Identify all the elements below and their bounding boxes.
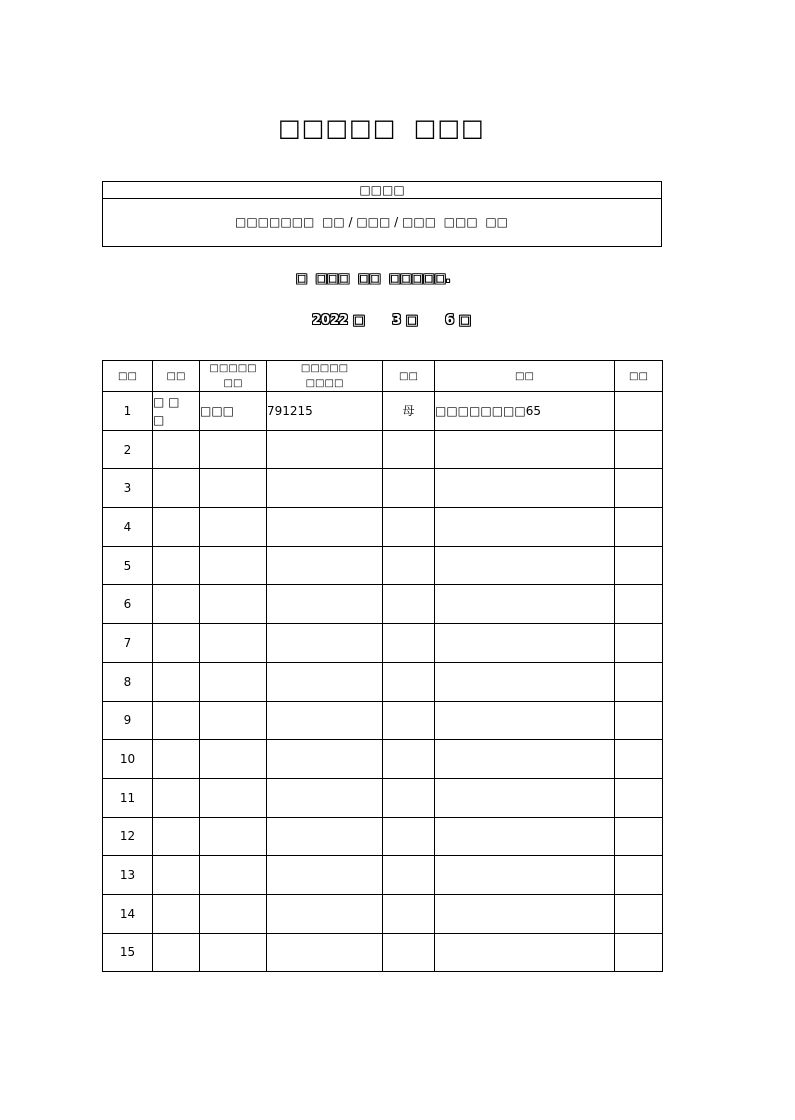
column-header [153,361,200,392]
table-row [103,894,663,933]
note-cell [615,585,663,624]
row-number: 11 [103,778,153,817]
note-cell [615,933,663,972]
note-cell [615,469,663,508]
address-cell [435,662,615,701]
birth-cell [267,430,383,469]
table-row [103,469,663,508]
name-cell [153,546,200,585]
column-header-line: □□□□□ [209,363,257,374]
flag-cell [383,701,435,740]
address-cell [435,546,615,585]
table-row [103,856,663,895]
note-cell [615,894,663,933]
info-box-header: □□□□ [103,182,661,199]
address-cell [435,469,615,508]
row-number: 13 [103,856,153,895]
birth-cell [267,740,383,779]
birth-cell [267,624,383,663]
table-row [103,933,663,972]
roster-table [102,360,663,972]
flag-cell [383,856,435,895]
address-cell [435,778,615,817]
flag-cell [383,894,435,933]
address-cell [435,856,615,895]
relation-cell [200,508,267,547]
name-line: □ □ [153,394,180,409]
name-cell [153,508,200,547]
note-cell [615,508,663,547]
name-cell [153,740,200,779]
relation-cell [200,701,267,740]
table-row [103,701,663,740]
column-header [267,361,383,392]
birth-cell [267,894,383,933]
relation-cell [200,430,267,469]
column-header-line: □□□□ [305,378,344,389]
name-cell [153,469,200,508]
address-cell [435,740,615,779]
table-row [103,508,663,547]
table-row [103,740,663,779]
row-number: 6 [103,585,153,624]
row-number: 9 [103,701,153,740]
table-row [103,624,663,663]
relation-cell: □□□ [200,392,267,431]
name-cell [153,933,200,972]
birth-cell [267,778,383,817]
column-header-line: □□ [223,378,243,389]
name-cell [153,856,200,895]
document-title: □□□□□ □□□ [278,114,485,142]
birth-cell [267,701,383,740]
relation-cell [200,662,267,701]
table-row [103,778,663,817]
note-cell [615,856,663,895]
table-row [103,546,663,585]
table-body [103,392,663,972]
name-cell [153,701,200,740]
flag-cell [383,430,435,469]
name-cell [153,894,200,933]
table-row [103,662,663,701]
birth-cell [267,508,383,547]
name-cell [153,392,200,431]
birth-cell [267,817,383,856]
row-number: 3 [103,469,153,508]
birth-cell [267,662,383,701]
row-number: 14 [103,894,153,933]
relation-cell [200,624,267,663]
flag-cell [383,662,435,701]
column-header-line: □□□□□ [300,363,349,374]
name-cell [153,585,200,624]
note-cell [615,624,663,663]
table-row [103,430,663,469]
relation-cell [200,856,267,895]
name-cell [153,430,200,469]
column-header-line: □□ [399,370,418,382]
note-cell [615,778,663,817]
document-date: 2022 □ 3 □ 6 □ [312,313,472,328]
note-cell [615,430,663,469]
relation-cell [200,933,267,972]
relation-cell [200,740,267,779]
address-cell [435,817,615,856]
row-number: 15 [103,933,153,972]
note-cell [615,662,663,701]
note-cell [615,817,663,856]
relation-cell [200,585,267,624]
birth-cell [267,546,383,585]
table-header-row [103,361,663,392]
flag-cell [383,585,435,624]
address-cell [435,933,615,972]
row-number: 2 [103,430,153,469]
row-number: 7 [103,624,153,663]
address-cell [435,508,615,547]
flag-cell: 母 [383,392,435,431]
name-cell [153,662,200,701]
address-cell [435,894,615,933]
relation-cell [200,817,267,856]
relation-cell [200,778,267,817]
name-line: □ [153,412,165,427]
note-cell [615,546,663,585]
address-cell [435,585,615,624]
column-header-line: □□ [629,370,648,382]
row-number: 10 [103,740,153,779]
relation-cell [200,469,267,508]
relation-cell [200,546,267,585]
flag-cell [383,778,435,817]
column-header [615,361,663,392]
note-cell [615,740,663,779]
table-row [103,392,663,431]
address-cell [435,430,615,469]
name-cell [153,817,200,856]
column-header [200,361,267,392]
flag-cell [383,933,435,972]
confirmation-text: □ □□□ □□ □□□□□. [296,271,451,285]
flag-cell [383,624,435,663]
address-cell: □□□□□□□□65 [435,392,615,431]
column-header [435,361,615,392]
column-header [383,361,435,392]
name-cell [153,778,200,817]
note-cell [615,392,663,431]
info-box-body: □□□□□□□ □□ / □□□ / □□□ □□□ □□ [235,215,508,229]
table-row [103,817,663,856]
flag-cell [383,469,435,508]
flag-cell [383,817,435,856]
row-number: 5 [103,546,153,585]
address-cell [435,624,615,663]
column-header-line: □□ [166,370,186,382]
note-cell [615,701,663,740]
flag-cell [383,740,435,779]
birth-cell [267,856,383,895]
row-number: 1 [103,392,153,431]
birth-cell [267,933,383,972]
info-box [102,181,662,247]
address-cell [435,701,615,740]
row-number: 12 [103,817,153,856]
name-cell [153,624,200,663]
birth-cell: 791215 [267,392,383,431]
row-number: 8 [103,662,153,701]
flag-cell [383,546,435,585]
flag-cell [383,508,435,547]
row-number: 4 [103,508,153,547]
column-header [103,361,153,392]
relation-cell [200,894,267,933]
table-row [103,585,663,624]
birth-cell [267,585,383,624]
birth-cell [267,469,383,508]
column-header-line: □□ [118,370,137,382]
column-header-line: □□ [515,370,534,382]
